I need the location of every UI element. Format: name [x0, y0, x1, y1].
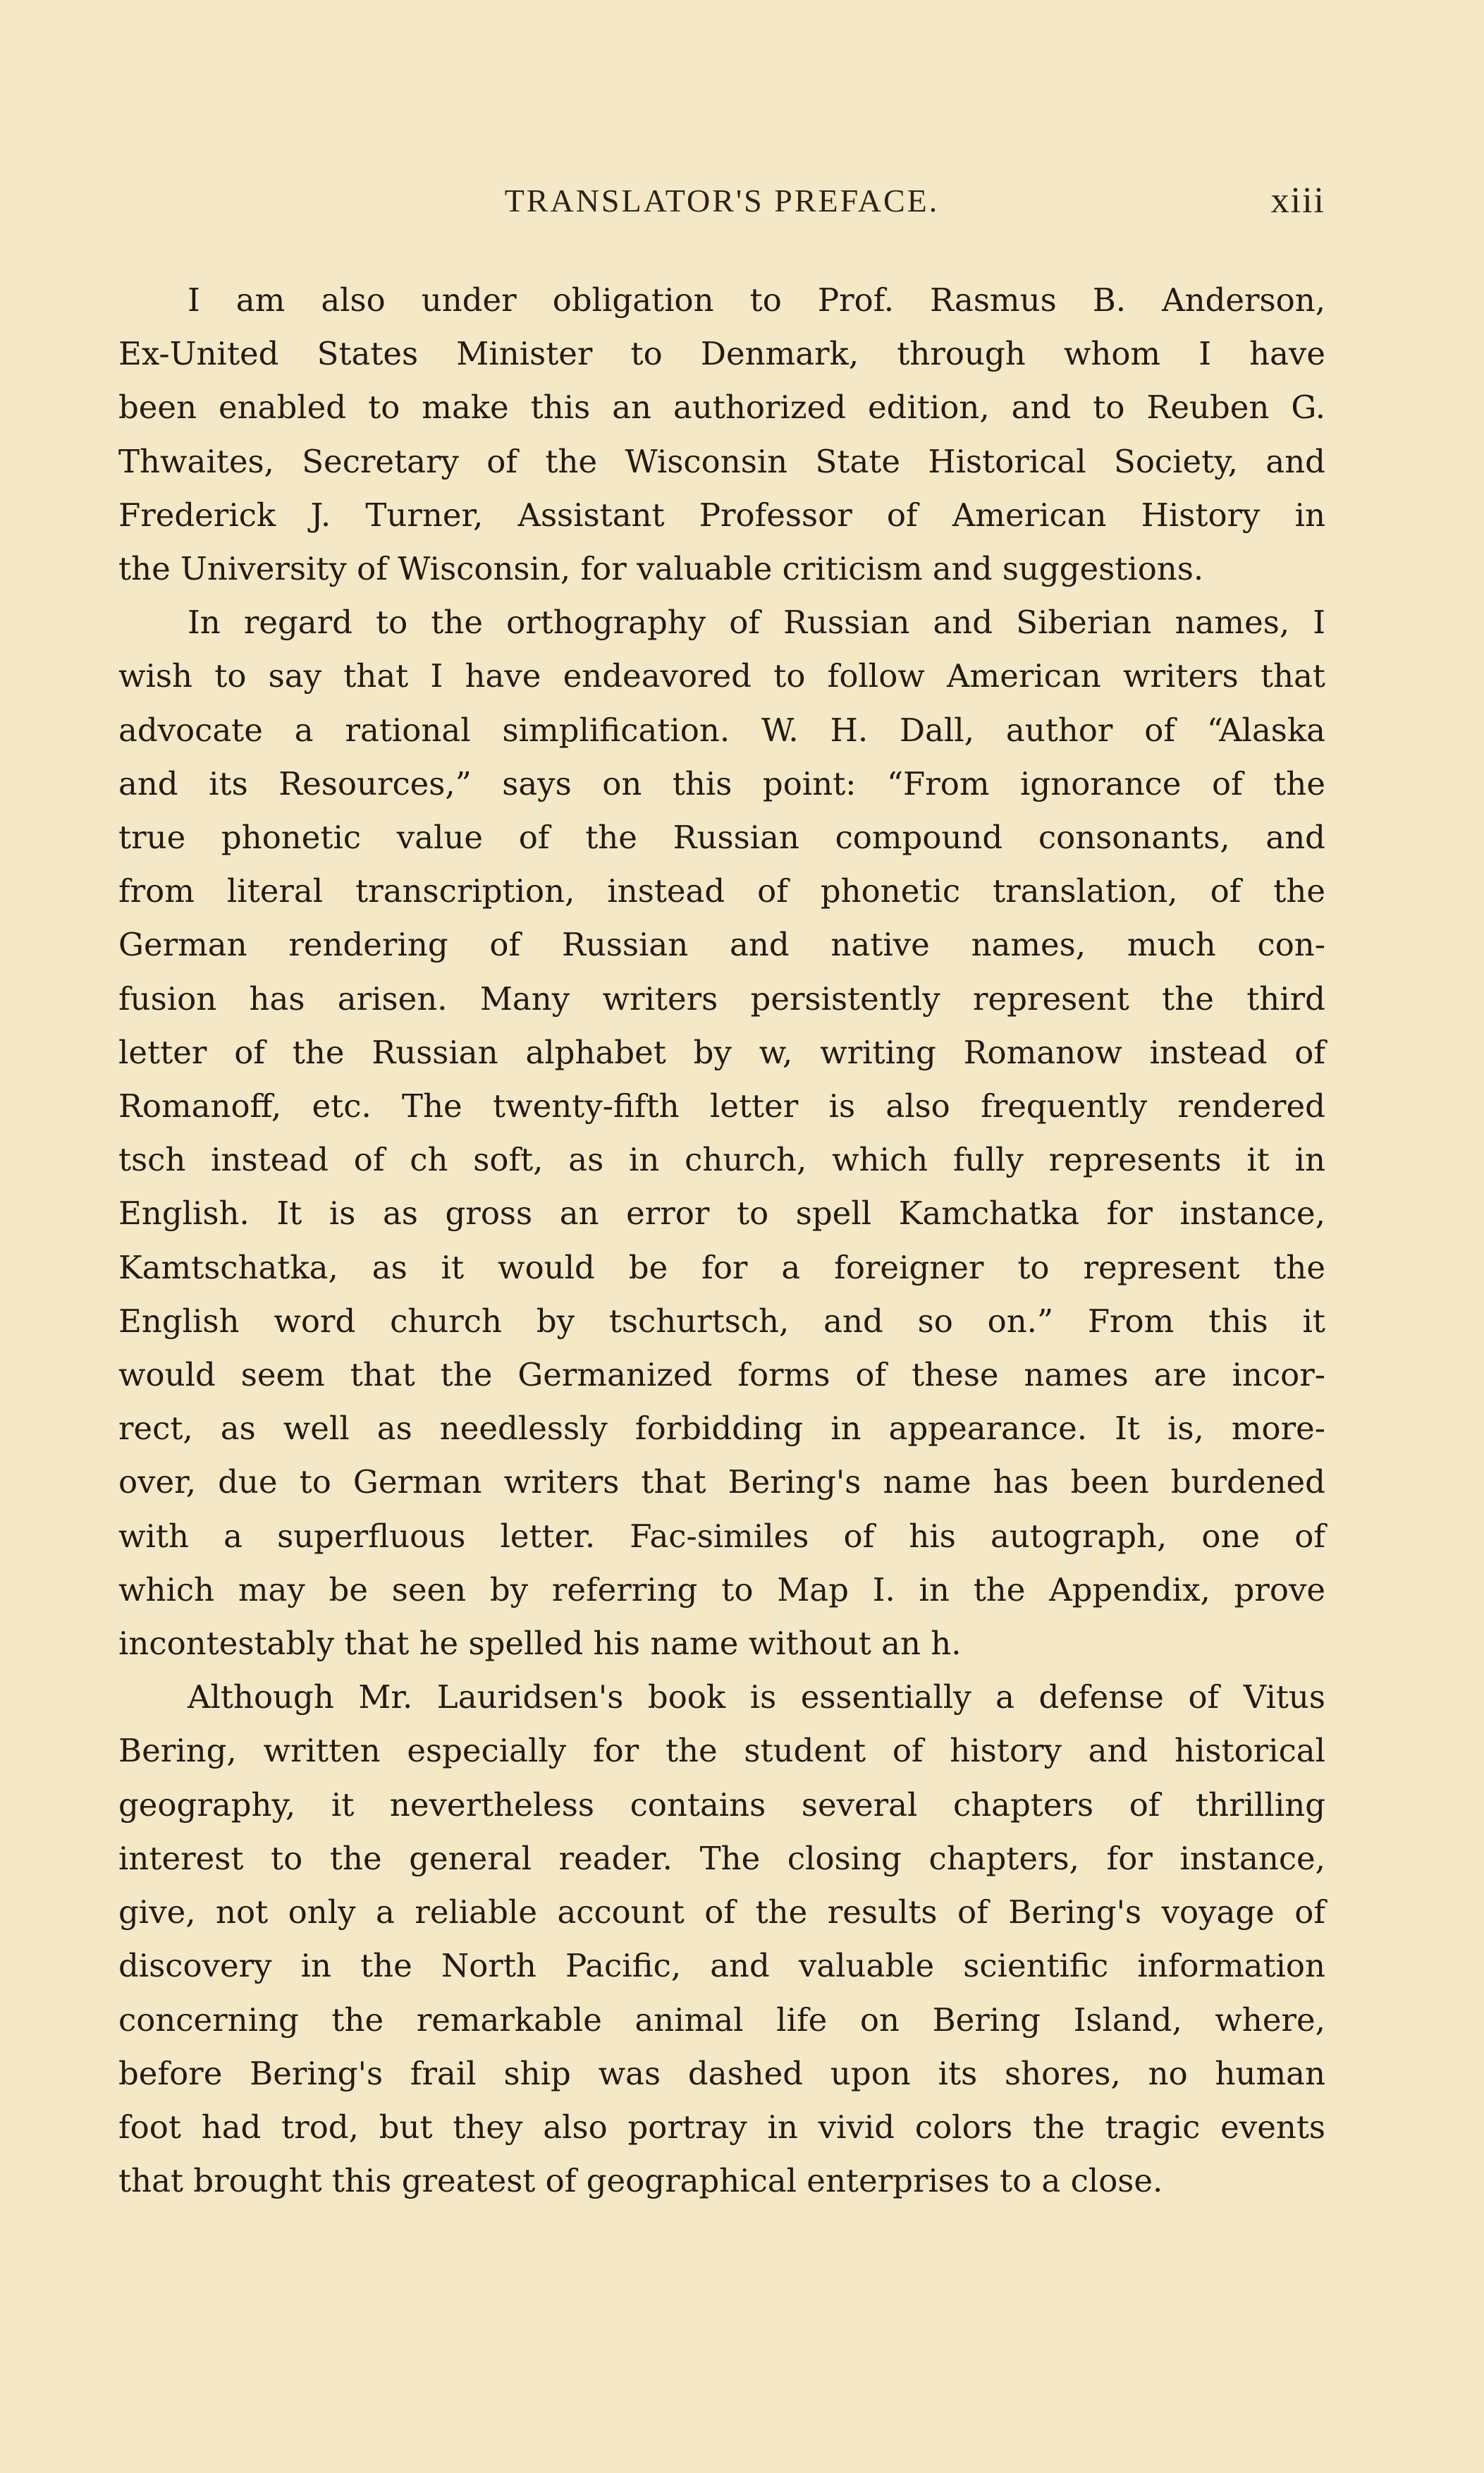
text-line: concerning the remarkable animal life on Bering Island, where, — [118, 2001, 1325, 2039]
text-line: interest to the general reader. The closing chapters, for instance, — [118, 1839, 1325, 1877]
text-line: geography, it nevertheless contains several chapters of thrilling — [118, 1785, 1325, 1824]
text-line: before Bering's frail ship was dashed upon its shores, no human — [118, 2054, 1325, 2092]
text-line: English. It is as gross an error to spell Kamchatka for instance, — [118, 1195, 1325, 1233]
text-line: letter of the Russian alphabet by w, writing Romanow instead of — [118, 1033, 1325, 1071]
text-line: Ex-United States Minister to Denmark, through whom I have — [118, 335, 1325, 373]
page-number: xiii — [1270, 181, 1325, 221]
text-line: German rendering of Russian and native names, much con- — [118, 926, 1325, 964]
text-line: the University of Wisconsin, for valuable criticism and suggestions. — [118, 550, 1204, 588]
text-line: rect, as well as needlessly forbidding in appearance. It is, more- — [118, 1410, 1325, 1448]
running-head: TRANSLATOR'S PREFACE. — [504, 183, 940, 219]
text-line: from literal transcription, instead of phonetic translation, of the — [118, 872, 1325, 910]
text-line: Romanoff, etc. The twenty-fifth letter is also frequently rendered — [118, 1087, 1325, 1125]
text-line: I am also under obligation to Prof. Rasmus B. Anderson, — [188, 281, 1325, 319]
text-line: over, due to German writers that Bering's name has been burdened — [118, 1463, 1325, 1501]
text-line: been enabled to make this an authorized edition, and to Reuben G. — [118, 389, 1325, 427]
text-line: incontestably that he spelled his name without an h. — [118, 1625, 962, 1663]
text-line: true phonetic value of the Russian compound consonants, and — [118, 819, 1325, 857]
text-line: discovery in the North Pacific, and valuable scientific information — [118, 1947, 1325, 1985]
text-line: Kamtschatka, as it would be for a foreigner to represent the — [118, 1248, 1325, 1286]
text-line: Frederick J. Turner, Assistant Professor of American History in — [118, 496, 1325, 534]
text-line: would seem that the Germanized forms of these names are incor- — [118, 1356, 1325, 1394]
text-line: which may be seen by referring to Map I. in the Appendix, prove — [118, 1570, 1325, 1608]
page-header — [118, 173, 1325, 229]
body-text — [118, 274, 1325, 2208]
text-line: In regard to the orthography of Russian and Siberian names, I — [188, 604, 1325, 642]
text-line: and its Resources,” says on this point: “From ignorance of the — [118, 764, 1325, 802]
text-line: foot had trod, but they also portray in vivid colors the tragic events — [118, 2108, 1325, 2146]
text-line: English word church by tschurtsch, and so on.” From this it — [118, 1302, 1325, 1340]
text-line: tsch instead of ch soft, as in church, which fully represents it in — [118, 1141, 1325, 1179]
text-line: Thwaites, Secretary of the Wisconsin State Historical Society, and — [118, 442, 1325, 480]
text-line: fusion has arisen. Many writers persistently represent the third — [118, 979, 1325, 1018]
text-line: wish to say that I have endeavored to follow American writers that — [118, 657, 1325, 695]
text-line: give, not only a reliable account of the results of Bering's voyage of — [118, 1893, 1325, 1931]
text-line: advocate a rational simplification. W. H. Dall, author of “Alaska — [118, 711, 1325, 749]
text-line: Although Mr. Lauridsen's book is essentially a defense of Vitus — [188, 1678, 1325, 1716]
text-line: that brought this greatest of geographical enterprises to a close. — [118, 2162, 1163, 2200]
text-line: with a superfluous letter. Fac-similes of his autograph, one of — [118, 1517, 1325, 1555]
text-line: Bering, written especially for the student of history and historical — [118, 1732, 1325, 1770]
